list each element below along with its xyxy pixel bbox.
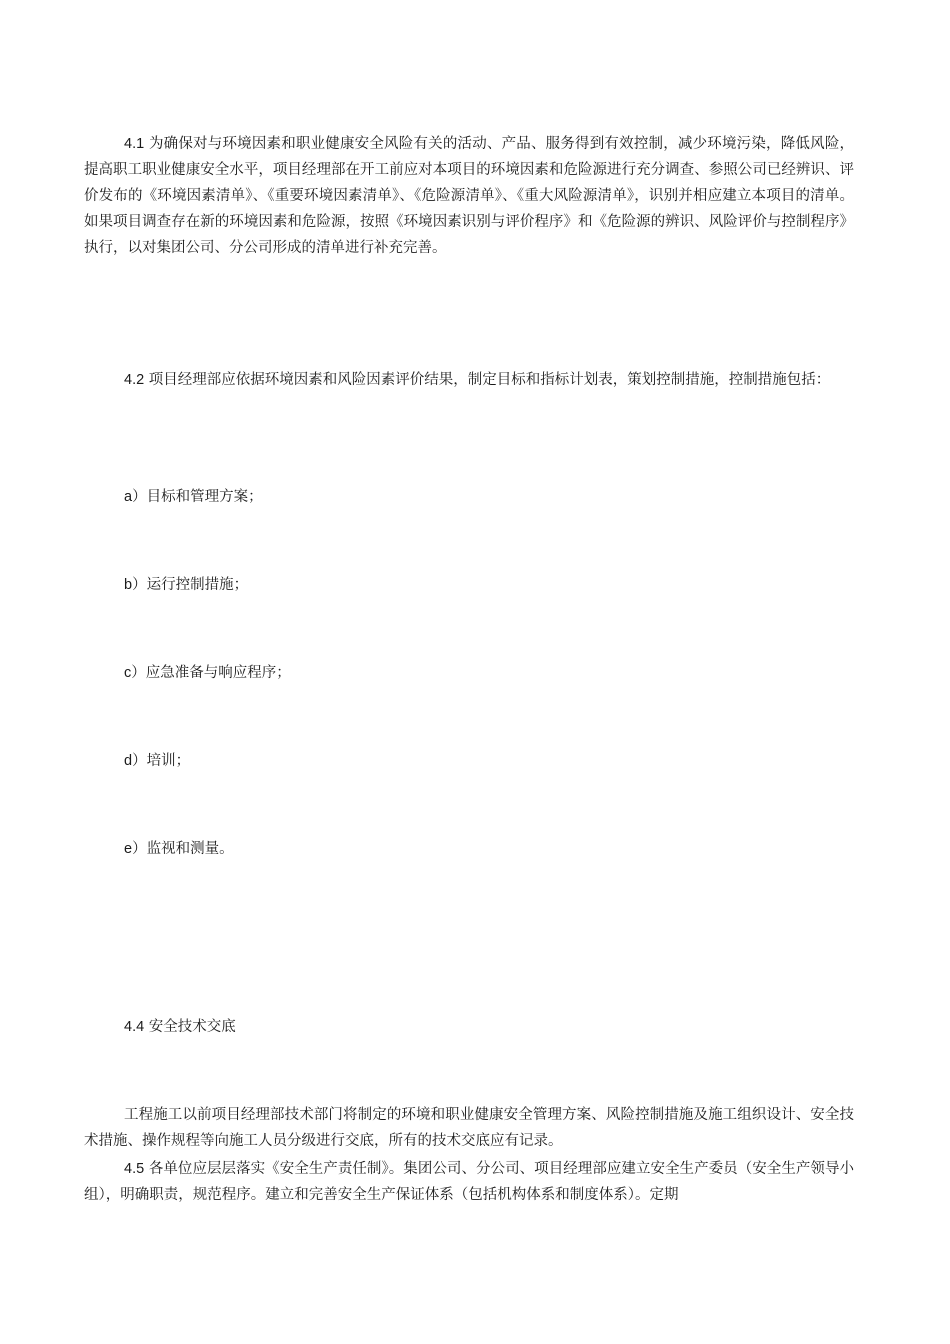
measure-text: 运行控制措施； [146, 577, 249, 593]
section-4-1-text: 为确保对与环境因素和职业健康安全风险有关的活动、产品、服务得到有效控制，减少环境污染，降低风险，提高职工职业健康安全水平，项目经理部在开工前应对本项目的环境因素和危险源进行充分调查、参照公司已经辨识、评价发布的《环境因素清单》、《重要环境因素清单》、《危险源清单》、《重大风险源清单》，识别并相应建立本项目的清单。如果项目调查存在新的环境因素和危险源，按照《环境因素识别与评价程序》和《危险源的辨识、风险评价与控制程序》执行，以对集团公司、分公司形成的清单进行补充完善。 [84, 136, 855, 256]
measure-item [124, 748, 190, 774]
section-4-4-number: 4.4 [124, 1019, 145, 1035]
section-4-4-paragraph [84, 1102, 854, 1154]
section-4-5-paragraph [84, 1156, 854, 1208]
measure-item [124, 660, 291, 686]
measure-text: 应急准备与响应程序； [145, 665, 291, 681]
section-4-5-number: 4.5 [124, 1161, 145, 1177]
measure-marker: b） [124, 577, 147, 593]
section-4-1-paragraph [84, 131, 854, 261]
measure-marker: e） [124, 841, 147, 857]
measure-marker: a） [124, 489, 147, 505]
section-4-1-number: 4.1 [124, 136, 145, 152]
measure-text: 目标和管理方案； [146, 489, 263, 505]
measure-item [124, 572, 248, 598]
section-4-5-text: 各单位应层层落实《安全生产责任制》。集团公司、分公司、项目经理部应建立安全生产委员（安全生产领导小组），明确职责，规范程序。建立和完善安全生产保证体系（包括机构体系和制度体系）。定期 [84, 1161, 855, 1203]
measure-item [124, 836, 234, 862]
measure-text: 培训； [146, 753, 191, 769]
section-4-2-paragraph [84, 367, 854, 393]
measure-marker: d） [124, 753, 147, 769]
section-4-2-text: 项目经理部应依据环境因素和风险因素评价结果，制定目标和指标计划表，策划控制措施，控制措施包括： [148, 372, 831, 388]
measure-marker: c） [124, 665, 146, 681]
section-4-4-heading-text: 安全技术交底 [148, 1019, 236, 1035]
section-4-4-text: 工程施工以前项目经理部技术部门将制定的环境和职业健康安全管理方案、风险控制措施及施工组织设计、安全技术措施、操作规程等向施工人员分级进行交底，所有的技术交底应有记录。 [84, 1107, 854, 1149]
section-4-4-heading [124, 1014, 236, 1040]
measure-item [124, 484, 263, 510]
measure-text: 监视和测量。 [146, 841, 234, 857]
section-4-2-number: 4.2 [124, 372, 145, 388]
